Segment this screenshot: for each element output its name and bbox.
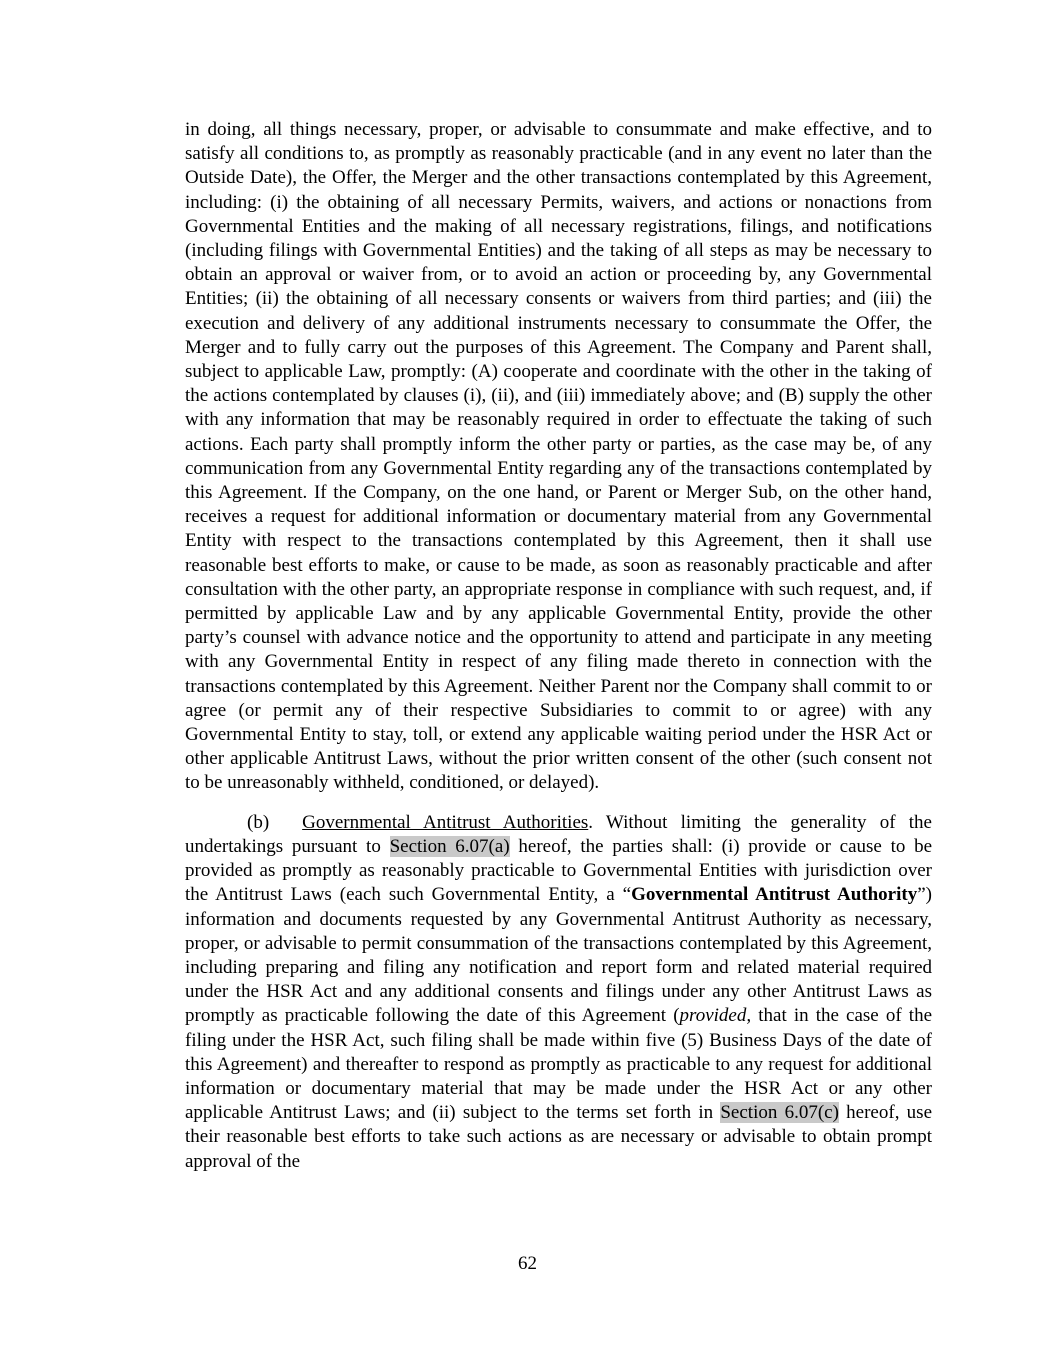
highlighted-section-reference: Section 6.07(c)	[720, 1102, 839, 1124]
highlighted-section-reference: Section 6.07(a)	[389, 835, 510, 857]
text-run: provided,	[679, 1005, 752, 1027]
text-run: Governmental Antitrust Authorities	[302, 811, 589, 833]
text-run: Governmental Antitrust Authority	[631, 884, 918, 906]
text-run: in doing, all things necessary, proper, or advisable to consummate and make effective, and to satisfy all conditions to, as promptly as reasonably practicable (and in any event no later than the Outside Date), the Offer, the Merger and the other transactions contemplated by this Agreement, including: (i) the obtaining of all necessary Permits, waivers, and actions or nonactions from Governmental Entities and the making of all necessary registrations, filings, and notifications (including filings with Governmental Entities) and the taking of all steps as may be necessary to obtain an approval or waiver from, or to avoid an action or proceeding by, any Governmental Entities; (ii) the obtaining of all necessary consents or waivers from third parties; and (iii) the execution and delivery of any additional instruments necessary to consummate the Offer, the Merger and to fully carry out the purposes of this Agreement. The Company and Parent shall, subject to applicable Law, promptly: (A) cooperate and coordinate with the other in the taking of the actions contemplated by clauses (i), (ii), and (iii) immediately above; and (B) supply the other with any information that may be reasonably required in order to effectuate the taking of such actions. Each party shall promptly inform the other party or parties, as the case may be, of any communication from any Governmental Entity regarding any of the transactions contemplated by this Agreement. If the Company, on the one hand, or Parent or Merger Sub, on the other hand, receives a request for additional information or documentary material from any Governmental Entity with respect to the transactions contemplated by this Agreement, then it shall use reasonable best efforts to make, or cause to be made, as soon as reasonably practicable and after consultation with the other party, an appropriate response in compliance with such request, and, if permitted by applicable Law and by any applicable Governmental Entity, provide the other party’s counsel with advance notice and the opportunity to attend and participate in any meeting with any Governmental Entity in respect of any filing made thereto in connection with the transactions contemplated by this Agreement. Neither Parent nor the Company shall commit to or agree (or permit any of their respective Subsidiaries to commit to or agree) with any Governmental Entity to stay, toll, or extend any applicable waiting period under the HSR Act or other applicable Antitrust Laws, without the prior written consent of the other (such consent not to be unreasonably withheld, conditioned, or delayed).	[185, 119, 932, 794]
text-block	[185, 118, 932, 1174]
text-run: ”) information and documents requested by any Governmental Antitrust Authority as necessary, proper, or advisable to permit consummation of the transactions contemplated by this Agreement, including preparing and filing any notification and report form and related material required under the HSR Act and any additional consents and filings under any other Antitrust Laws as promptly as practicable following the date of this Agreement (	[185, 884, 932, 1027]
paragraph-b-governmental-antitrust-authorities	[185, 811, 932, 1174]
paragraph-continuation	[185, 118, 932, 796]
text-run: hereof, use their reasonable best efforts to take such actions as are necessary or advisable to obtain prompt approval of the	[185, 1102, 933, 1172]
text-run: . Without limiting the generality of the undertakings pursuant to	[185, 811, 932, 857]
text-run: hereof, the parties shall: (i) provide or cause to be provided as promptly as reasonably practicable to Governmental Entities with jurisdiction over the Antitrust Laws (each such Governmental Entity, a “	[185, 835, 933, 906]
text-run: (b)	[247, 811, 270, 833]
page-footer	[0, 1252, 1055, 1276]
page-number: 62	[518, 1253, 537, 1274]
text-run: that in the case of the filing under the HSR Act, such filing shall be made within five (5) Business Days of the date of this Agreement) and thereafter to respond as promptly as practicable to any request for additional information or documentary material that may be made under the HSR Act or any other applicable Antitrust Laws; and (ii) subject to the terms set forth in	[185, 1005, 933, 1124]
